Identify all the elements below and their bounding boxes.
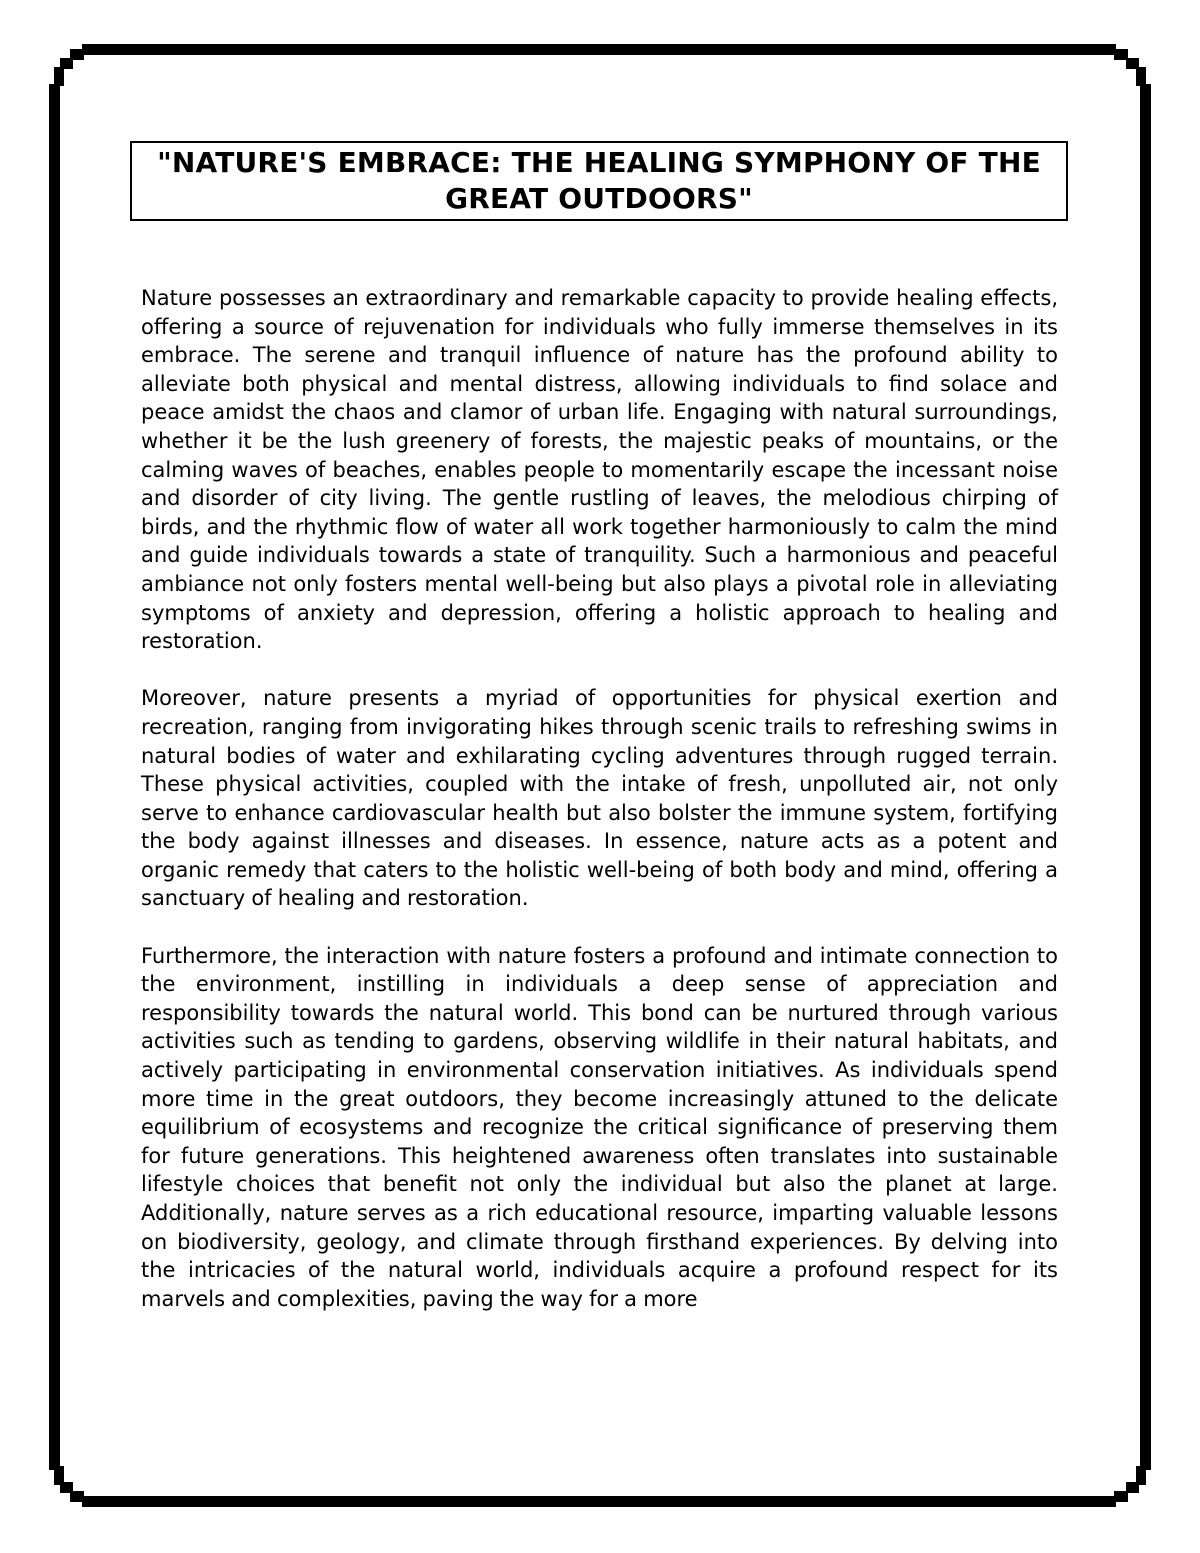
paragraph-1: Nature possesses an extraordinary and remarkable capacity to provide healing effects, offering a source of rejuvenation for individuals who fully immerse themselves in its embrace. The serene and tranquil influence of nature has the profound ability to alleviate both physical and mental distress, allowing individuals to find solace and peace amidst the chaos and clamor of urban life. Engaging with natural surroundings, whether it be the lush greenery of forests, the majestic peaks of mountains, or the calming waves of beaches, enables people to momentarily escape the incessant noise and disorder of city living. The gentle rustling of leaves, the melodious chirping of birds, and the rhythmic flow of water all work together harmoniously to calm the mind and guide individuals towards a state of tranquility. Such a harmonious and peaceful ambiance not only fosters mental well-being but also plays a pivotal role in alleviating symptoms of anxiety and depression, offering a holistic approach to healing and restoration. (141, 286, 1058, 654)
document-title: "NATURE'S EMBRACE: THE HEALING SYMPHONY OF THE GREAT OUTDOORS" (157, 146, 1041, 215)
document-body (141, 284, 1058, 1313)
paragraph-2: Moreover, nature presents a myriad of opportunities for physical exertion and recreation, ranging from invigorating hikes through scenic trails to refreshing swims in natural bodies of water and exhilarating cycling adventures through rugged terrain. These physical activities, coupled with the intake of fresh, unpolluted air, not only serve to enhance cardiovascular health but also bolster the immune system, fortifying the body against illnesses and diseases. In essence, nature acts as a potent and organic remedy that caters to the holistic well-being of both body and mind, offering a sanctuary of healing and restoration. (141, 686, 1058, 911)
paragraph-3: Furthermore, the interaction with nature fosters a profound and intimate connection to the environment, instilling in individuals a deep sense of appreciation and responsibility towards the natural world. This bond can be nurtured through various activities such as tending to gardens, observing wildlife in their natural habitats, and actively participating in environmental conservation initiatives. As individuals spend more time in the great outdoors, they become increasingly attuned to the delicate equilibrium of ecosystems and recognize the critical significance of preserving them for future generations. This heightened awareness often translates into sustainable lifestyle choices that benefit not only the individual but also the planet at large. Additionally, nature serves as a rich educational resource, imparting valuable lessons on biodiversity, geology, and climate through firsthand experiences. By delving into the intricacies of the natural world, individuals acquire a profound respect for its marvels and complexities, paving the way for a more (141, 943, 1058, 1311)
title-box (130, 141, 1068, 221)
